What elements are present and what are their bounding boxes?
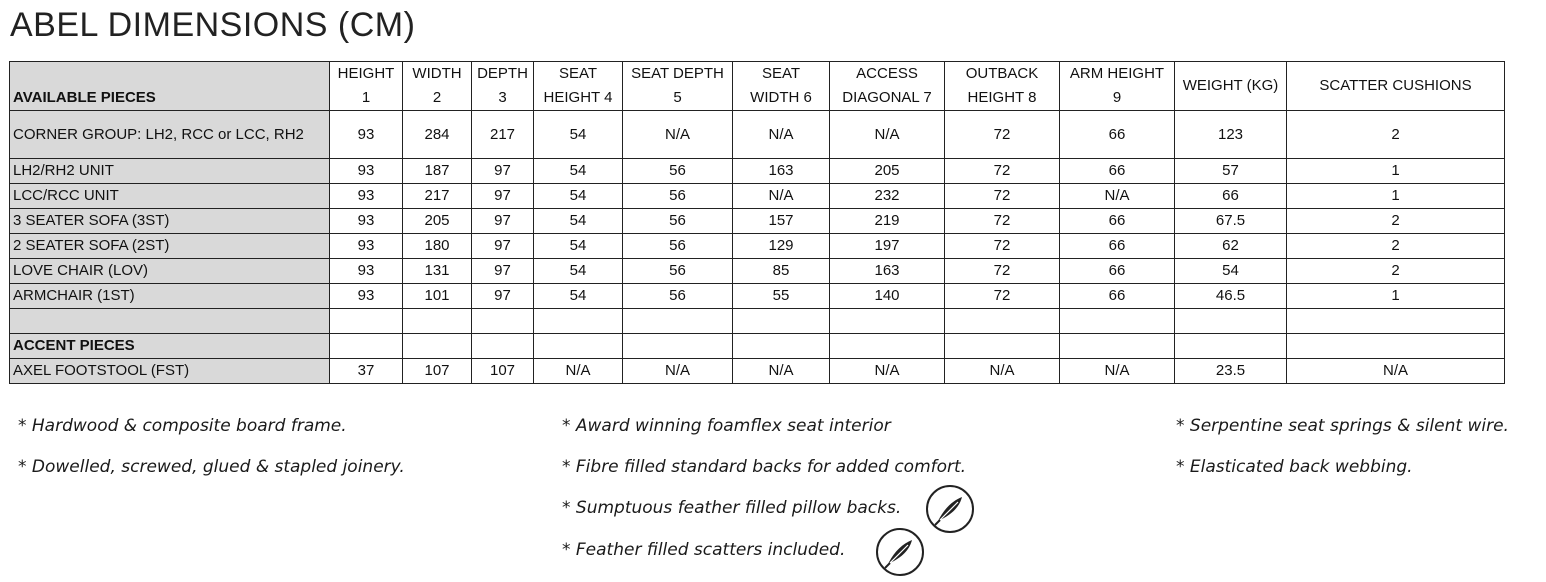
table-row	[10, 234, 1505, 259]
table-cell: 66	[1060, 259, 1175, 284]
header-available-pieces: AVAILABLE PIECES	[10, 62, 330, 111]
table-cell: 72	[945, 209, 1060, 234]
table-cell: 54	[534, 209, 623, 234]
table-cell: 163	[733, 159, 830, 184]
table-cell: 205	[403, 209, 472, 234]
table-cell: N/A	[733, 184, 830, 209]
table-cell: 56	[623, 184, 733, 209]
table-row	[10, 359, 1505, 384]
piece-name: AXEL FOOTSTOOL (FST)	[10, 359, 330, 384]
table-cell: 23.5	[1175, 359, 1287, 384]
note-joinery: * Dowelled, screwed, glued & stapled joinery.	[18, 457, 405, 477]
table-cell: 1	[1287, 284, 1505, 309]
table-cell: 56	[623, 259, 733, 284]
table-row	[10, 111, 1505, 159]
note-feather-scatters: * Feather filled scatters included.	[562, 540, 846, 560]
header-weight: WEIGHT (KG)	[1175, 62, 1287, 111]
header-depth: DEPTH 3	[472, 62, 534, 111]
table-cell: 157	[733, 209, 830, 234]
header-arm-height: ARM HEIGHT 9	[1060, 62, 1175, 111]
spacer-row	[10, 309, 1505, 334]
table-cell: 284	[403, 111, 472, 159]
piece-name: ARMCHAIR (1ST)	[10, 284, 330, 309]
header-outback-height: OUTBACK HEIGHT 8	[945, 62, 1060, 111]
piece-name: 3 SEATER SOFA (3ST)	[10, 209, 330, 234]
header-seat-width: SEAT WIDTH 6	[733, 62, 830, 111]
accent-pieces-body	[10, 359, 1505, 384]
table-cell: 85	[733, 259, 830, 284]
table-cell: N/A	[830, 359, 945, 384]
table-cell: 72	[945, 234, 1060, 259]
accent-pieces-heading: ACCENT PIECES	[10, 334, 330, 359]
table-row	[10, 159, 1505, 184]
table-cell: 66	[1060, 234, 1175, 259]
header-seat-depth: SEAT DEPTH 5	[623, 62, 733, 111]
note-feather-backs: * Sumptuous feather filled pillow backs.	[562, 498, 902, 518]
table-cell: 93	[330, 184, 403, 209]
table-cell: 72	[945, 184, 1060, 209]
table-cell: 56	[623, 159, 733, 184]
piece-name: LCC/RCC UNIT	[10, 184, 330, 209]
table-cell: 97	[472, 159, 534, 184]
table-cell: 163	[830, 259, 945, 284]
table-cell: 205	[830, 159, 945, 184]
header-scatter-cushions: SCATTER CUSHIONS	[1287, 62, 1505, 111]
note-frame: * Hardwood & composite board frame.	[18, 416, 347, 436]
piece-name: LOVE CHAIR (LOV)	[10, 259, 330, 284]
table-cell: 93	[330, 159, 403, 184]
table-cell: N/A	[830, 111, 945, 159]
table-cell: N/A	[1060, 359, 1175, 384]
table-cell: 97	[472, 259, 534, 284]
note-fibre-backs: * Fibre filled standard backs for added comfort.	[562, 457, 967, 477]
table-cell: N/A	[534, 359, 623, 384]
header-seat-height: SEAT HEIGHT 4	[534, 62, 623, 111]
table-cell: 93	[330, 111, 403, 159]
table-cell: 97	[472, 234, 534, 259]
table-cell: 66	[1060, 209, 1175, 234]
table-cell: 131	[403, 259, 472, 284]
table-cell: 180	[403, 234, 472, 259]
table-cell: 129	[733, 234, 830, 259]
header-row	[10, 62, 1505, 111]
table-cell: 54	[534, 284, 623, 309]
table-cell: 97	[472, 284, 534, 309]
table-cell: 67.5	[1175, 209, 1287, 234]
table-cell: 54	[534, 184, 623, 209]
table-cell: 93	[330, 234, 403, 259]
table-cell: 219	[830, 209, 945, 234]
table-cell: 217	[472, 111, 534, 159]
table-cell: 140	[830, 284, 945, 309]
dimensions-table	[9, 61, 1505, 384]
table-cell: N/A	[623, 359, 733, 384]
table-cell: 93	[330, 284, 403, 309]
table-cell: 217	[403, 184, 472, 209]
table-cell: 2	[1287, 111, 1505, 159]
table-cell: 93	[330, 209, 403, 234]
table-cell: 72	[945, 159, 1060, 184]
accent-header-row	[10, 334, 1505, 359]
table-cell: N/A	[945, 359, 1060, 384]
note-webbing: * Elasticated back webbing.	[1176, 457, 1413, 477]
piece-name: LH2/RH2 UNIT	[10, 159, 330, 184]
table-cell: 46.5	[1175, 284, 1287, 309]
table-cell: 72	[945, 259, 1060, 284]
table-cell: N/A	[1060, 184, 1175, 209]
table-cell: 2	[1287, 234, 1505, 259]
table-cell: 232	[830, 184, 945, 209]
feather-icon	[926, 485, 974, 533]
table-cell: 54	[534, 159, 623, 184]
table-cell: 97	[472, 184, 534, 209]
header-width: WIDTH 2	[403, 62, 472, 111]
table-row	[10, 184, 1505, 209]
table-cell: 72	[945, 284, 1060, 309]
header-access-diagonal: ACCESS DIAGONAL 7	[830, 62, 945, 111]
note-foamflex: * Award winning foamflex seat interior	[562, 416, 891, 436]
table-cell: 56	[623, 209, 733, 234]
table-cell: 107	[403, 359, 472, 384]
table-cell: 66	[1060, 284, 1175, 309]
feather-icon	[876, 528, 924, 576]
table-cell: 37	[330, 359, 403, 384]
table-cell: 97	[472, 209, 534, 234]
table-cell: N/A	[733, 111, 830, 159]
table-row	[10, 259, 1505, 284]
table-cell: 187	[403, 159, 472, 184]
table-cell: 1	[1287, 159, 1505, 184]
available-pieces-body	[10, 111, 1505, 309]
table-cell: 55	[733, 284, 830, 309]
table-cell: 2	[1287, 259, 1505, 284]
table-cell: N/A	[623, 111, 733, 159]
table-cell: 93	[330, 259, 403, 284]
note-springs: * Serpentine seat springs & silent wire.	[1176, 416, 1509, 436]
table-cell: 54	[534, 234, 623, 259]
piece-name: CORNER GROUP: LH2, RCC or LCC, RH2	[10, 111, 330, 159]
header-height: HEIGHT 1	[330, 62, 403, 111]
piece-name: 2 SEATER SOFA (2ST)	[10, 234, 330, 259]
table-cell: 107	[472, 359, 534, 384]
table-cell: 54	[534, 259, 623, 284]
table-cell: 101	[403, 284, 472, 309]
table-cell: 72	[945, 111, 1060, 159]
table-row	[10, 284, 1505, 309]
table-row	[10, 209, 1505, 234]
table-cell: 2	[1287, 209, 1505, 234]
table-cell: 66	[1060, 159, 1175, 184]
table-cell: 56	[623, 234, 733, 259]
table-cell: 56	[623, 284, 733, 309]
page-title: ABEL DIMENSIONS (CM)	[10, 6, 416, 44]
table-cell: N/A	[733, 359, 830, 384]
table-cell: 66	[1175, 184, 1287, 209]
table-cell: 54	[534, 111, 623, 159]
table-cell: 66	[1060, 111, 1175, 159]
table-cell: 57	[1175, 159, 1287, 184]
table-cell: 1	[1287, 184, 1505, 209]
table-cell: 123	[1175, 111, 1287, 159]
table-cell: N/A	[1287, 359, 1505, 384]
table-cell: 54	[1175, 259, 1287, 284]
table-cell: 197	[830, 234, 945, 259]
table-cell: 62	[1175, 234, 1287, 259]
